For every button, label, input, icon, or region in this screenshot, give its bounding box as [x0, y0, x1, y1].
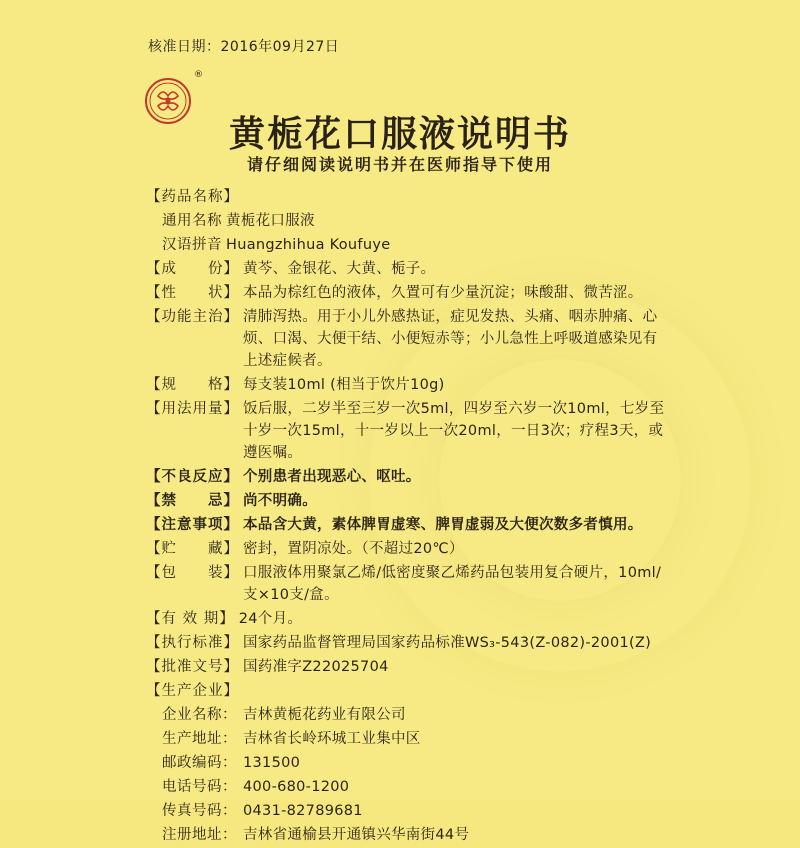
validity-label: 【有 效 期】 [146, 611, 235, 627]
indications-row [146, 306, 666, 372]
manufacturer-item [146, 752, 666, 774]
character-label: 【性 状】 [146, 285, 239, 301]
instruction-sections [146, 186, 666, 848]
standard-row [146, 632, 666, 654]
character-row [146, 282, 666, 304]
registered-address-label: 注册地址： [162, 827, 237, 843]
contraindications-label: 【禁 忌】 [146, 493, 239, 509]
contraindications-value: 尚不明确。 [243, 493, 317, 509]
composition-row [146, 258, 666, 280]
adverse-label: 【不良反应】 [146, 469, 239, 485]
manufacturer-item [146, 800, 666, 822]
approval-date: 核准日期：2016年09月27日 [148, 39, 340, 55]
contraindications-row [146, 490, 666, 512]
company-name-value: 吉林黄栀花药业有限公司 [243, 707, 406, 723]
drug-name-header-row [146, 186, 666, 208]
package-label: 【包 装】 [146, 565, 239, 581]
pinyin-label: 汉语拼音 [162, 237, 222, 253]
manufacturer-item [146, 824, 666, 846]
manufacturer-header-row [146, 680, 666, 702]
indications-value: 清肺泻热。用于小儿外感热证，症见发热、头痛、咽赤肿痛、心烦、口渴、大便干结、小便短赤等；小儿急性上呼吸道感染见有上述症候者。 [243, 309, 658, 369]
drug-name-header: 【药品名称】 [146, 189, 239, 205]
precautions-row [146, 514, 666, 536]
generic-name-label: 通用名称 [162, 213, 222, 229]
validity-row [146, 608, 666, 630]
fax-label: 传真号码： [162, 803, 237, 819]
standard-value: 国家药品监督管理局国家药品标准WS₃-543(Z-082)-2001(Z) [243, 635, 652, 651]
approval-number-label: 【批准文号】 [146, 659, 239, 675]
precautions-value: 本品含大黄，素体脾胃虚寒、脾胃虚弱及大便次数多者慎用。 [243, 517, 643, 533]
manufacturer-item [146, 728, 666, 750]
adverse-row [146, 466, 666, 488]
storage-label: 【贮 藏】 [146, 541, 239, 557]
composition-label: 【成 份】 [146, 261, 239, 277]
character-value: 本品为棕红色的液体，久置可有少量沉淀；味酸甜、微苦涩。 [243, 285, 643, 301]
company-name-label: 企业名称： [162, 707, 237, 723]
composition-value: 黄芩、金银花、大黄、栀子。 [243, 261, 436, 277]
precautions-label: 【注意事项】 [146, 517, 239, 533]
generic-name-row [146, 210, 666, 232]
storage-row [146, 538, 666, 560]
phone-label: 电话号码： [162, 779, 237, 795]
manufacturer-item [146, 704, 666, 726]
approval-number-row [146, 656, 666, 678]
fax-value: 0431-82789681 [243, 803, 363, 819]
manufacturer-header: 【生产企业】 [146, 683, 239, 699]
registered-mark: ® [194, 70, 203, 80]
package-row [146, 562, 666, 606]
adverse-value: 个别患者出现恶心、呕吐。 [243, 469, 421, 485]
page-subtitle: 请仔细阅读说明书并在医师指导下使用 [246, 155, 553, 174]
validity-value: 24个月。 [238, 611, 303, 627]
registered-address-value: 吉林省通榆县开通镇兴华南街44号 [243, 827, 470, 843]
pinyin-value: Huangzhihua Koufuye [226, 237, 391, 253]
storage-value: 密封，置阴凉处。（不超过20℃） [243, 541, 464, 557]
specification-row [146, 374, 666, 396]
approval-number-value: 国药准字Z22025704 [243, 659, 389, 675]
dosage-label: 【用法用量】 [146, 401, 239, 417]
page-title: 黄栀花口服液说明书 [228, 114, 571, 155]
phone-value: 400-680-1200 [243, 779, 350, 795]
package-value: 口服液体用聚氯乙烯/低密度聚乙烯药品包装用复合硬片，10ml/支×10支/盒。 [243, 565, 662, 603]
indications-label: 【功能主治】 [146, 309, 239, 325]
standard-label: 【执行标准】 [146, 635, 239, 651]
specification-value: 每支装10ml (相当于饮片10g) [243, 377, 445, 393]
postcode-label: 邮政编码： [162, 755, 237, 771]
dosage-row [146, 398, 666, 464]
specification-label: 【规 格】 [146, 377, 239, 393]
pinyin-row [146, 234, 666, 256]
manufacturer-item [146, 776, 666, 798]
generic-name-value: 黄栀花口服液 [226, 213, 315, 229]
production-address-value: 吉林省长岭环城工业集中区 [243, 731, 421, 747]
dosage-value: 饭后服，二岁半至三岁一次5ml，四岁至六岁一次10ml，七岁至十岁一次15ml，十一岁以上一次20ml，一日3次；疗程3天，或遵医嘱。 [243, 401, 665, 461]
production-address-label: 生产地址： [162, 731, 237, 747]
postcode-value: 131500 [243, 755, 301, 771]
